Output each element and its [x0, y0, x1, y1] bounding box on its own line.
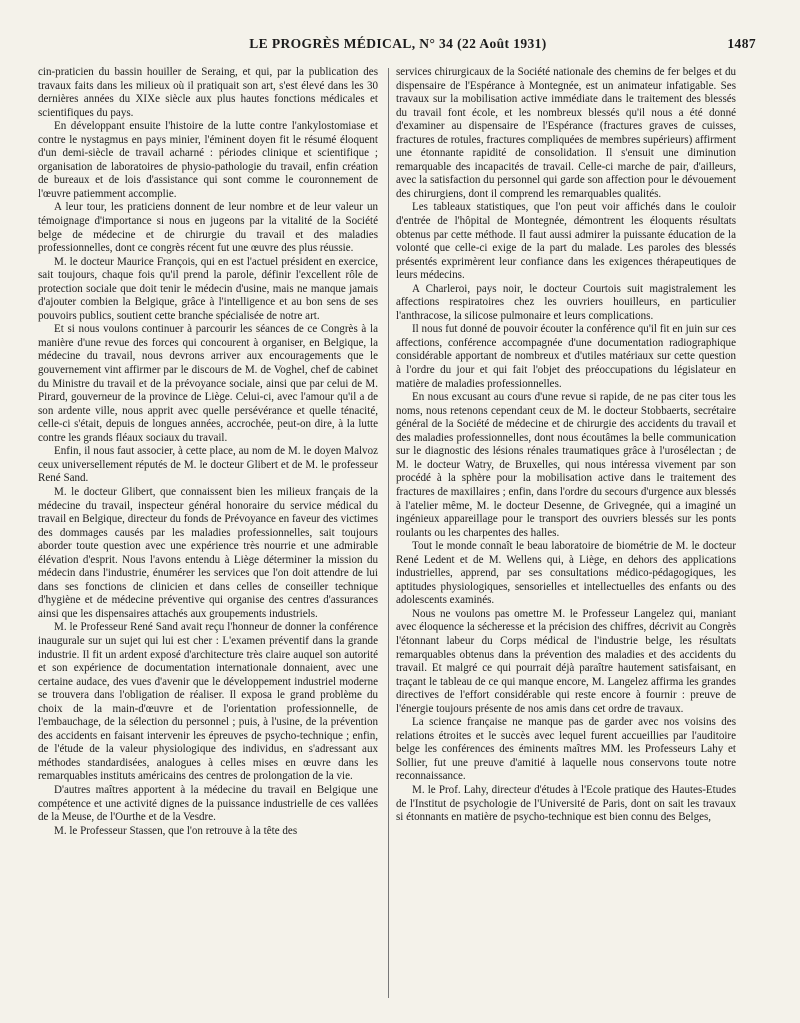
paragraph: A leur tour, les praticiens donnent de leur nombre et de leur valeur un témoignage d'importance si nous en jugeons par la vitalité de la Société belge de médecine et de chirurgie du travail et des maladies professionnelles, dont ce congrès récent fut une œuvre des plus réussie. — [38, 201, 378, 255]
paragraph: La science française ne manque pas de garder avec nos voisins des relations étroites et le succès avec lequel furent accueillies par l'auditoire belge les conférences des éminents maîtres MM. les Professeurs Lahy et Sollier, fut une preuve d'amitié à laquelle nous conservons toute notre reconnaissance. — [396, 716, 736, 783]
paragraph: M. le Professeur Stassen, que l'on retrouve à la tête des — [54, 824, 298, 837]
paragraph: Les tableaux statistiques, que l'on peut voir affichés dans le couloir d'entrée de l'hôpital de Montegnée, démontrent les éloquents résultats obtenus par cette méthode. Il faut aussi admirer la puissante éducation de la volonté que celle-ci exige de la part du malade. Les paroles des blessés présentés exprimèrent leur confiance dans les exigences thérapeutiques de leurs médecins. — [396, 201, 736, 282]
paragraph: Et si nous voulons continuer à parcourir les séances de ce Congrès à la manière d'une revue des forces qui concourent à organiser, en Belgique, la médecine du travail, nous devrons arriver aux encouragements que le gouvernement vint affirmer par le discours de M. de Voghel, chef de cabinet du Ministre du travail et de la prévoyance sociale, ainsi que par celui de M. Pirard, gouverneur de la province de Liège. Celui-ci, avec l'amour qu'il a de son ardente ville, nous apprit avec quelle persévérance et quelle ténacité, celle-ci s'était, depuis de longues années, accrochée, peut-on dire, à la lutte contre les grands fléaux sociaux du travail. — [38, 323, 378, 444]
running-title: LE PROGRÈS MÉDICAL, N° 34 (22 Août 1931) — [249, 36, 547, 51]
right-column — [396, 66, 736, 1006]
column-divider — [388, 68, 389, 998]
paragraph: Nous ne voulons pas omettre M. le Professeur Langelez qui, maniant avec éloquence la sécheresse et la précision des chiffres, décrivit au Congrès l'étonnant labeur du Corps médical de l'industrie belge, les résultats remarquables obtenus dans la prévention des maladies et des accidents du travail. Et malgré ce qui pourrait déjà paraître hautement satisfaisant, en traçant le tableau de ce qui manque encore, M. Langelez affirma les grandes directives de l'effort considérable qui reste encore à fournir : preuve de l'énergie toujours présente de nos amis dans cet ordre de travaux. — [396, 607, 736, 715]
paragraph: M. le docteur Maurice François, qui en est l'actuel président en exercice, sait toujours, chaque fois qu'il prend la parole, définir l'excellent rôle de protection sociale que doit tenir le médecin d'usine, mais ne manque jamais d'ajouter combien la Belgique, grâce à l'intelligence et au bon sens de ses pouvoirs publics, soutient cette branche spécialisée de notre art. — [38, 255, 378, 322]
paragraph: D'autres maîtres apportent à la médecine du travail en Belgique une compétence et une activité dignes de la puissance industrielle de ces vallées de la Meuse, de l'Ourthe et de la Vesdre. — [38, 783, 378, 824]
paragraph: Enfin, il nous faut associer, à cette place, au nom de M. le doyen Malvoz ceux universellement réputés de M. le docteur Glibert et de M. le professeur René Sand. — [38, 445, 378, 485]
page-number: 1487 — [727, 36, 756, 51]
paragraph: M. le Prof. Lahy, directeur d'études à l'Ecole pratique des Hautes-Etudes de l'Institut de psychologie de l'Université de Paris, dont on sait les travaux si étonnants en matière de psycho-technique est bien connu des Belges, — [396, 783, 736, 824]
left-column — [38, 66, 378, 1006]
paragraph: M. le docteur Glibert, que connaissent bien les milieux français de la médecine du travail, inspecteur général honoraire du service médical du travail en Belgique, directeur du fonds de Prévoyance en faveur des victimes des dommages causés par les maladies professionnelles, sait toujours aborder toute question avec une expérience très nourrie et une admirable élévation d'esprit. Nous l'avons entendu à Liège déterminer la mission du médecin dans l'industrie, énumérer les services que l'on doit attendre de lui dans ses fonctions de clinicien et dans celles de conseiller technique d'hygiène et de médecine préventive qui organise des centres d'assurances ainsi que les dispensaires attachés aux groupements industriels. — [38, 485, 378, 620]
paragraph: M. le Professeur René Sand avait reçu l'honneur de donner la conférence inaugurale sur un sujet qui lui est cher : L'examen préventif dans la grande industrie. Il fit un ardent exposé d'architecture très claire auquel son autorité et son expérience de documentation internationale donnaient, avec une certaine audace, des vues d'avenir que le développement industriel moderne se trouvera dans l'obligation de réaliser. Il exposa le grand problème du choix de la main-d'œuvre et de l'orientation professionnelle, de l'embauchage, de la sélection du personnel ; puis, à l'usine, de la prévention des accidents en faisant intervenir les épreuves de psycho-technique ; enfin, de l'étude de la valeur physiologique des individus, en s'adressant aux méthodes standardisées, analogues à celles mises en œuvre dans les remarquables instituts américains des centres de prolongation de la vie. — [38, 621, 378, 783]
paragraph: services chirurgicaux de la Société nationale des chemins de fer belges et du dispensaire de l'Espérance à Montegnée, est un animateur infatigable. Ses travaux sur la mobilisation active immédiate dans le traitement des blessés du travail font école, et les nombreux blessés qu'il nous a été donné d'examiner au dispensaire de l'Espérance (fractures graves de cuisses, fractures de rotules, fractures compliquées de membres supérieurs) affirment une étonnante rapidité de consolidation. Il s'ensuit une diminution remarquable des incapacités de travail. Celle-ci marche de pair, d'ailleurs, avec la satisfaction du personnel qui garde son affection pour le dévouement des chirurgiens, dont il comprend les remarquables qualités. — [396, 66, 736, 200]
paragraph: Tout le monde connaît le beau laboratoire de biométrie de M. le docteur René Ledent et de M. Wellens qui, à Liège, en dehors des applications industrielles, apprend, par ses consultations médico-pédagogiques, les aptitudes physiologiques, sensorielles et intellectuelles des enfants ou des adolescents examinés. — [396, 540, 736, 607]
paragraph: A Charleroi, pays noir, le docteur Courtois suit magistralement les affections respiratoires chez les ouvriers houilleurs, en particulier l'anthracose, la silicose pulmonaire et leurs complications. — [396, 282, 736, 322]
page-header — [40, 36, 756, 56]
paragraph: En développant ensuite l'histoire de la lutte contre l'ankylostomiase et contre le nystagmus en pays minier, l'éminent doyen fit le résumé éloquent d'un demi-siècle de travail acharné : périodes clinique et scientifique ; organisation de laboratoires de physio-pathologie du travail, enfin création de bureaux et de lois d'assistance qui sont comme le couronnement de l'œuvre patiemment accomplie. — [38, 120, 378, 200]
paragraph: cin-praticien du bassin houiller de Seraing, et qui, par la publication des travaux faits dans les milieux où il pratiquait son art, s'est élevé dans les 30 dernières années du XIXe siècle aux plus hautes fonctions médicales et scientifiques du pays. — [38, 66, 378, 119]
paragraph: Il nous fut donné de pouvoir écouter la conférence qu'il fit en juin sur ces affections, conférence accompagnée d'une documentation radiographique considérable apportant de nombreux et d'utiles matériaux sur cette question à l'ordre du jour et qui fait l'objet des préoccupations du législateur en matière de maladies professionnelles. — [396, 323, 736, 390]
paragraph: En nous excusant au cours d'une revue si rapide, de ne pas citer tous les noms, nous retenons cependant ceux de M. le docteur Stobbaerts, secrétaire général de la Société de médecine et de chirurgie des accidents du travail et des maladies professionnelles, dont nous écoutâmes la belle communication sur le diagnostic des lésions rénales traumatiques grâce à l'urosélectan ; de M. le docteur Watry, de Bruxelles, qui nous intéressa vivement par son procédé à la sphère pour la mobilisation active dans le traitement des fractures de maxillaires ; enfin, dans l'ordre du secours d'urgence aux blessés à l'atelier même, M. le docteur Desenne, de Grivegnée, qui a imaginé un ingénieux appareillage pour le transport des ouvriers blessés sur les ponts roulants ou les charpentes des halles. — [396, 391, 736, 539]
